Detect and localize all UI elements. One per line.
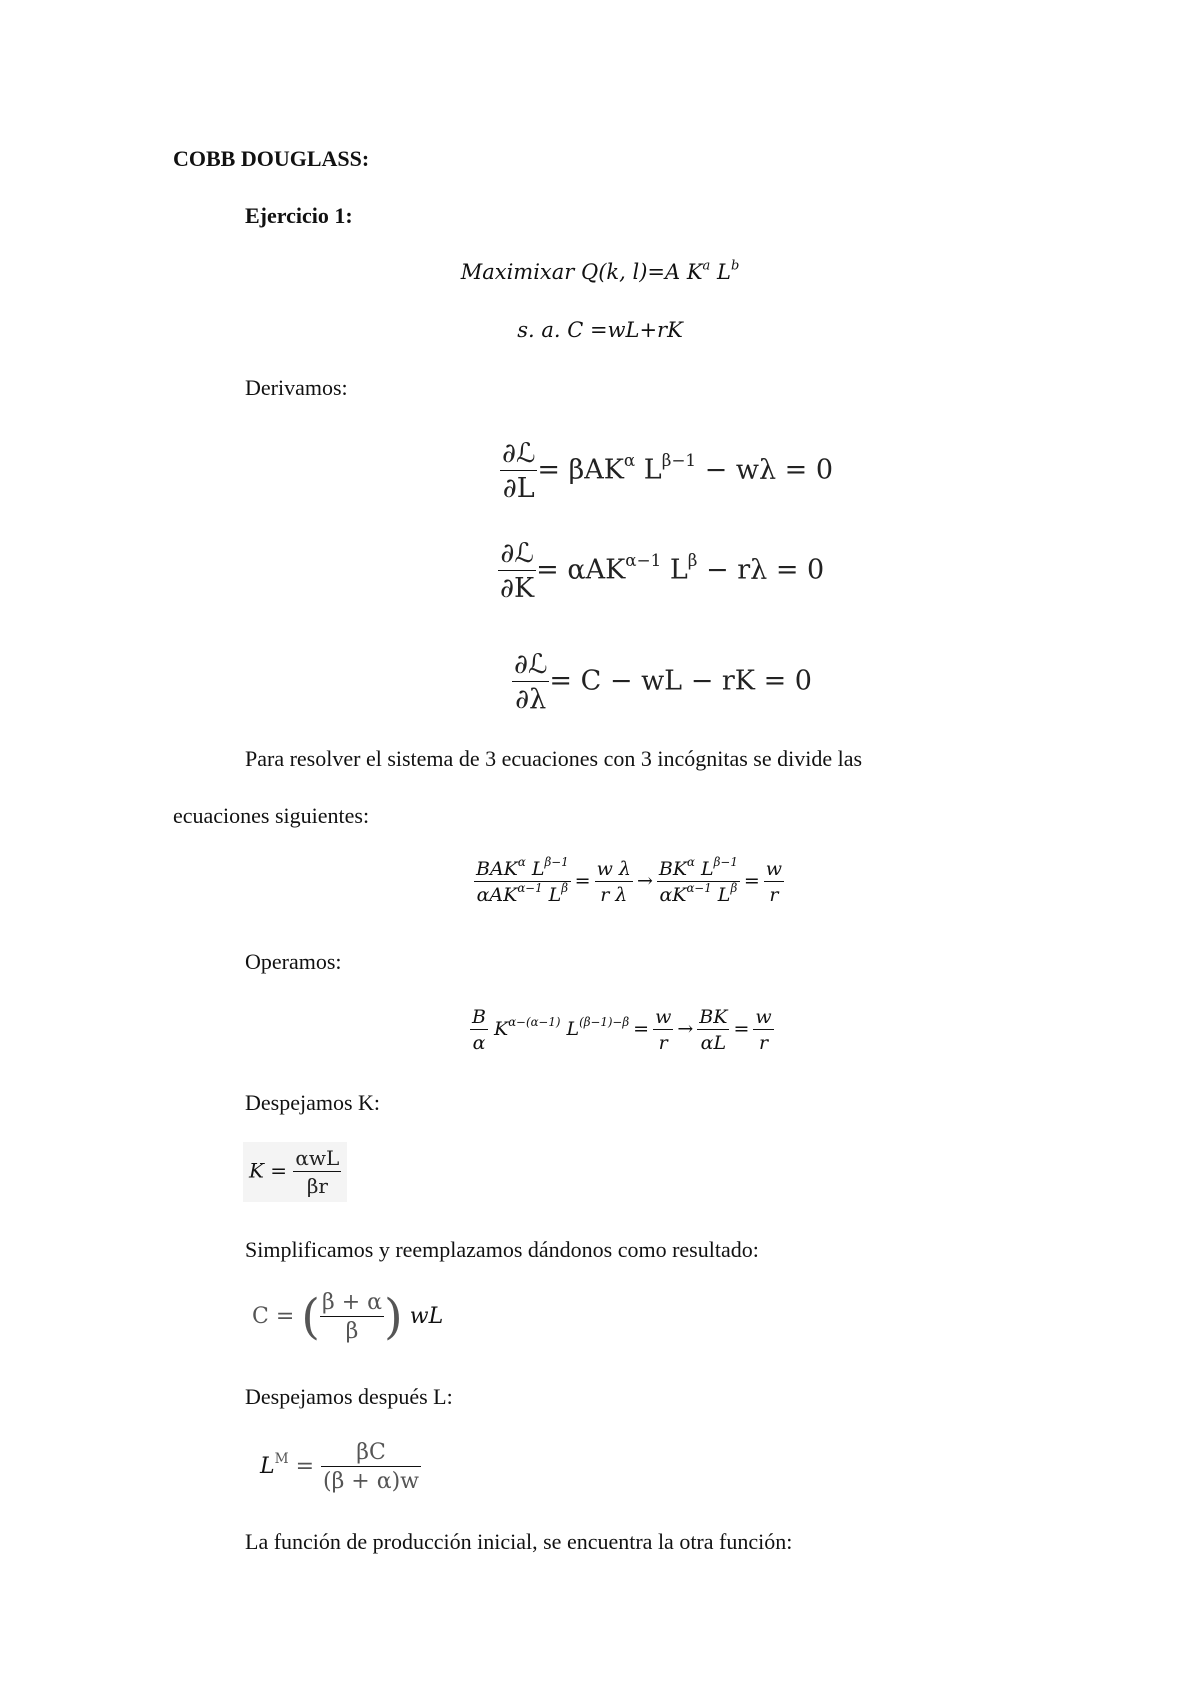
derivative-exp-2b: β xyxy=(687,549,698,570)
k-solution-equation xyxy=(243,1142,347,1202)
derivative-equation-2 xyxy=(498,538,824,604)
operate-w-2: w xyxy=(755,1006,772,1028)
operate-fraction-b-alpha xyxy=(470,1006,488,1054)
division-equation: $\frac{BAK^\alpha L^{\beta-1}}{\alpha AK^{\alpha-1} L^\beta}$ = $\frac{\text{w λ}}{\text{r λ}}$ → $\frac{BK^\alpha L^{\beta-1}}{\alpha K^{\alpha-1} L^\beta}$ = $\frac{w}{r}$ xyxy=(476,855,783,906)
division-f1-num-exp2: β−1 xyxy=(544,855,569,870)
operate-arrow: → xyxy=(677,1018,694,1040)
l-solution-fraction xyxy=(321,1440,421,1494)
paragraph-derivamos: Derivamos: xyxy=(245,375,348,400)
division-f3-num-mid: L xyxy=(695,858,714,880)
l-solution-den: (β + α)w xyxy=(323,1469,419,1494)
l-solution-eq: = xyxy=(295,1454,314,1479)
derivative-exp-1b: β−1 xyxy=(661,449,697,470)
partial-numerator-2: ∂ℒ xyxy=(498,538,536,571)
division-f3-num-exp2: β−1 xyxy=(713,855,738,870)
division-f3-den: αK xyxy=(659,884,687,906)
l-solution-sup: M xyxy=(274,1450,289,1467)
operate-w: w xyxy=(655,1006,672,1028)
operate-equation: $\frac{B}{\alpha}$ $K^{\alpha-(\alpha-1)}$ $L^{(\beta-1)-\beta}$ = $\frac{w}{r}$ → $\frac{BK}{\alpha L}$ = $\frac{w}{r}$ xyxy=(472,1006,772,1054)
partial-denominator-2: ∂K xyxy=(500,573,535,604)
division-f3-den-mid: L xyxy=(711,884,731,906)
division-f1-den-mid: L xyxy=(542,884,562,906)
objective-expression: Q(k, l)=A K xyxy=(581,260,703,284)
maximize-word: Maximixar xyxy=(460,260,575,284)
objective-l: L xyxy=(710,260,731,284)
operate-bk: BK xyxy=(699,1006,728,1028)
division-f1-den-exp2: β xyxy=(561,881,569,896)
k-solution-fraction xyxy=(293,1146,341,1198)
division-f3-den-exp1: α−1 xyxy=(686,881,712,896)
constraint: s. a. C =wL+rK xyxy=(517,318,683,342)
paragraph-despejamos-k: Despejamos K: xyxy=(245,1090,381,1115)
operate-fraction-w-r-2 xyxy=(753,1006,773,1054)
operate-b: B xyxy=(472,1006,486,1028)
division-fraction-2 xyxy=(595,858,633,906)
l-solution-equation xyxy=(260,1440,421,1494)
division-f1-num-mid: L xyxy=(525,858,545,880)
operate-k: K xyxy=(494,1018,509,1040)
partial-fraction-1 xyxy=(500,438,537,504)
derivative-equation-1 xyxy=(500,438,833,504)
partial-fraction-3 xyxy=(512,649,549,715)
division-f3-den-exp2: β xyxy=(730,881,738,896)
derivative-rhs-2: = αAK xyxy=(536,554,626,586)
division-f2-num: w λ xyxy=(596,858,631,880)
operate-k-exp: α−(α−1) xyxy=(508,1015,561,1030)
operate-alpha: α xyxy=(472,1032,486,1054)
k-solution-den: βr xyxy=(306,1174,328,1198)
division-fraction-4 xyxy=(764,858,784,906)
l-solution-num: βC xyxy=(321,1440,421,1467)
k-solution-lhs: K = xyxy=(249,1158,288,1183)
division-f3-num-exp1: α xyxy=(687,855,695,870)
derivative-mid-2: L xyxy=(661,554,688,586)
division-arrow: → xyxy=(636,870,653,892)
partial-numerator-3: ∂ℒ xyxy=(514,649,548,680)
paragraph-para-resolver-2: ecuaciones siguientes: xyxy=(173,803,370,828)
division-fraction-3 xyxy=(657,855,740,906)
c-solution-fraction xyxy=(320,1290,384,1344)
exercise-title: Ejercicio 1: xyxy=(245,203,353,228)
objective-function xyxy=(0,260,1200,284)
division-f4-den: r xyxy=(769,884,779,906)
operate-fraction-w-r xyxy=(653,1006,673,1054)
division-f2-den: r λ xyxy=(600,884,628,906)
operate-r-2: r xyxy=(758,1032,769,1054)
division-f1-num: BAK xyxy=(476,858,518,880)
objective-exponent-l: b xyxy=(730,258,740,274)
partial-fraction-2 xyxy=(498,538,536,604)
derivative-tail-2: − rλ = 0 xyxy=(697,554,825,586)
partial-denominator-3: ∂λ xyxy=(515,684,547,715)
paragraph-despejamos-l: Despejamos después L: xyxy=(245,1384,453,1409)
operate-r: r xyxy=(658,1032,668,1054)
division-f4-num: w xyxy=(765,858,783,880)
derivative-tail-1: − wλ = 0 xyxy=(696,454,834,486)
division-fraction-1 xyxy=(474,855,571,906)
paragraph-funcion: La función de producción inicial, se encuentra la otra función: xyxy=(245,1529,793,1554)
paragraph-simplificamos: Simplificamos y reemplazamos dándonos como resultado: xyxy=(245,1237,759,1262)
division-f1-den-exp1: α−1 xyxy=(517,881,543,896)
derivative-exp-1a: α xyxy=(623,449,636,470)
division-f1-num-exp1: α xyxy=(517,855,526,870)
partial-denominator-1: ∂L xyxy=(502,473,535,504)
derivative-equation-3 xyxy=(512,649,812,715)
c-solution-num: β + α xyxy=(322,1290,382,1315)
operate-l: L xyxy=(566,1018,580,1040)
paragraph-para-resolver-1: Para resolver el sistema de 3 ecuaciones con 3 incógnitas se divide las xyxy=(245,746,863,771)
objective-exponent-k: a xyxy=(702,258,711,274)
derivative-rhs-1: = βAK xyxy=(537,454,624,486)
c-solution-equation: C = ( $\frac{\beta + \alpha}{\beta}$ ) wL xyxy=(252,1289,444,1345)
operate-fraction-bk-al xyxy=(697,1006,729,1054)
derivative-rhs-3: = C − wL − rK = 0 xyxy=(549,665,812,697)
k-solution-num: αwL xyxy=(295,1146,340,1170)
division-f1-den: αAK xyxy=(476,884,518,906)
operate-l-exp: (β−1)−β xyxy=(579,1015,630,1030)
c-solution-tail: wL xyxy=(409,1304,444,1329)
derivative-exp-2a: α−1 xyxy=(625,549,662,570)
l-solution-lhs: L xyxy=(260,1454,275,1479)
c-solution-lhs: C = xyxy=(252,1304,295,1329)
paragraph-operamos: Operamos: xyxy=(245,949,342,974)
partial-numerator-1: ∂ℒ xyxy=(502,438,536,469)
document-heading: COBB DOUGLASS: xyxy=(173,146,370,171)
operate-al: αL xyxy=(700,1032,727,1054)
c-solution-den: β xyxy=(345,1319,359,1344)
division-f3-num: BK xyxy=(658,858,688,880)
derivative-mid-1: L xyxy=(635,454,662,486)
